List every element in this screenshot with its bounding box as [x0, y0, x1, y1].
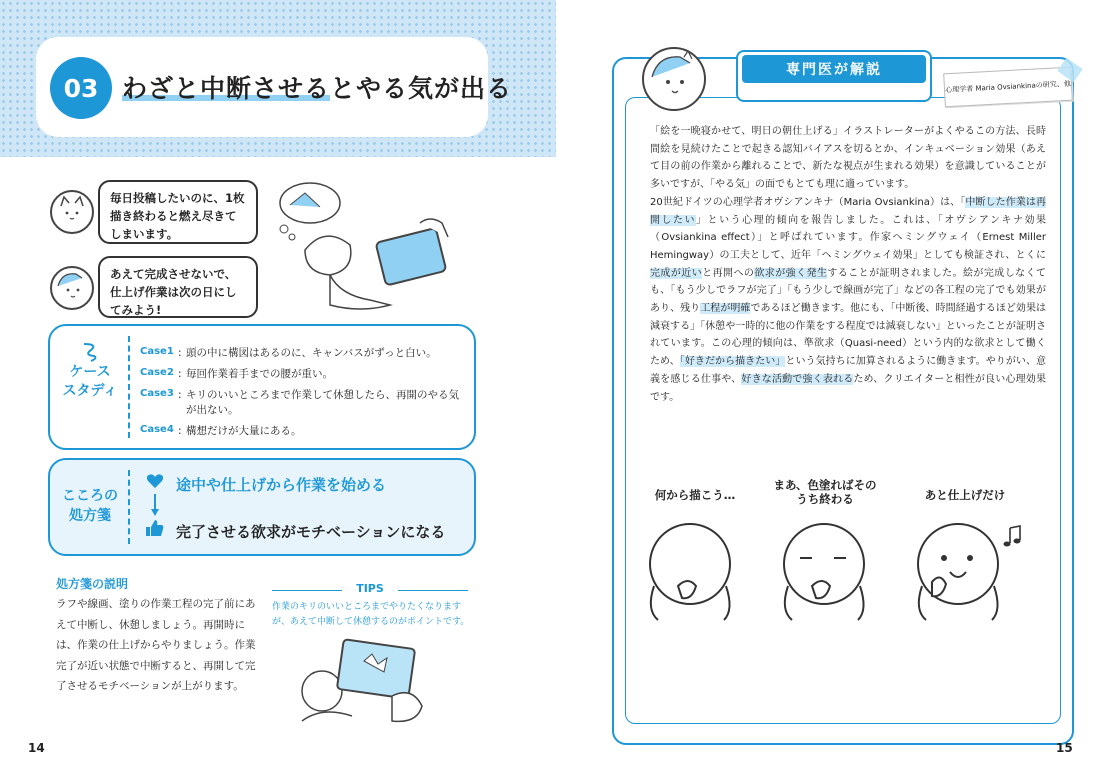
- heart-icon: [146, 473, 164, 489]
- commentary-paragraph-2: 20世紀ドイツの心理学者オヴシアンキナ（Maria Ovsiankina）は、「中断した作業は再開したい」という心理的傾向を報告しました。これは、「オヴシアンキナ効果（Ovsiankina effect）」と呼ばれています。作家ヘミングウェイ（Ernest Miller Hemingway）の工夫として、近年「ヘミングウェイ効果」としても検証され、とくに完成が近いと再開への欲求が強く発生することが証明されました。絵が完成しなくても、「もう少しでラフが完了」「もう少しで線画が完了」などの各工程の完了でも効果があり、残り工程が明確であるほど働きます。他にも、「中断後、時間経過するほど効果は減衰する」「休憩や一時的に他の作業をする程度では減衰しない」といったことが証明されています。この心理的傾向は、準欲求（Quasi-need）という内的な欲求として働くため、「好きだから描きたい」という気持ちに加算されるように働きます。やりがい、意義を感じる仕事や、好きな活動で強く表れるため、クリエイターと相性が良い心理効果です。: [650, 196, 1047, 403]
- case-item: Case2 : 毎回作業着手までの腰が重い。: [140, 367, 333, 380]
- case-text: 構想だけが大量にある。: [186, 425, 302, 437]
- expert-banner: 専門医が解説: [742, 55, 926, 83]
- case-item: Case1 : 頭の中に構図はあるのに、キャンバスがずっと白い。: [140, 346, 437, 359]
- title-part-rest: とやる気が出る: [330, 74, 513, 103]
- page-number-left: 14: [28, 741, 45, 755]
- case-heading-line1: ケース: [69, 364, 111, 380]
- speech-bubble-advice: あえて完成させないで、仕上げ作業は次の日にしてみよう!: [98, 256, 258, 318]
- tips-body: 作業のキリのいいところまでやりたくなりますが、あえて中断して休憩するのがポイントです。: [272, 602, 470, 627]
- cat-avatar: [50, 190, 94, 234]
- tips-label: TIPS: [356, 582, 384, 595]
- case-id: Case4: [140, 424, 174, 435]
- case-text: キリのいいところまで作業して休憩したら、再開のやる気が出ない。: [186, 389, 459, 416]
- case-study-heading: [58, 363, 122, 401]
- case-divider: [128, 336, 130, 438]
- thumbs-up-icon: [145, 518, 165, 538]
- reference-tag: 心理学者 Maria Ovsiankinaの研究、他: [943, 67, 1073, 108]
- explanation-heading: 処方箋の説明: [56, 577, 129, 591]
- prescription-heading: [56, 486, 124, 526]
- speech-bubble-question: 毎日投稿したいのに、1枚描き終わると燃え尽きてしまいます。: [98, 180, 258, 244]
- rx-heading-line2: 処方箋: [69, 508, 111, 524]
- page-number-right: 15: [1056, 741, 1073, 755]
- case-id: Case1: [140, 346, 174, 357]
- title-part-emphasis: わざと中断させる: [122, 74, 331, 103]
- expert-avatar: [50, 266, 94, 310]
- swirl-icon: [80, 340, 102, 362]
- expert-face-icon: [52, 268, 92, 308]
- highlight: 完成が近い: [650, 267, 703, 279]
- page-title: [122, 69, 512, 105]
- case-list: [140, 346, 462, 439]
- highlight: 「好きだから描きたい」: [679, 356, 786, 368]
- prescription-line-2: 完了させる欲求がモチベーションになる: [176, 523, 446, 541]
- highlight: 中断した作業は再開したい: [650, 196, 1047, 226]
- chapter-number-badge: 03: [50, 57, 112, 119]
- case-id: Case3: [140, 388, 174, 399]
- commentary-body: [650, 123, 1046, 406]
- expert-avatar-large: [642, 47, 706, 111]
- face-label-3: あと仕上げだけ: [924, 488, 1006, 502]
- case-text: 頭の中に構図はあるのに、キャンバスがずっと白い。: [186, 347, 437, 359]
- prescription-line-1: 途中や仕上げから作業を始める: [176, 476, 387, 494]
- arrow-down-icon: [150, 494, 160, 518]
- cat-face-icon: [52, 192, 92, 232]
- explanation-body: ラフや線画、塗りの作業工程の完了前にあえて中断し、休憩しましょう。再開時には、作業の仕上げからやりましょう。作業完了が近い状態で中断すると、再開して完了させるモチベーションが上がります。: [56, 598, 256, 692]
- case-text: 毎回作業着手までの腰が重い。: [186, 368, 333, 380]
- commentary-paragraph-1: 「絵を一晩寝かせて、明日の朝仕上げる」イラストレーターがよくやるこの方法、長時間絵を見続けたことで起きる認知バイアスを切るとか、インキュベーション効果（あえて目の前の作業から離れることで、新たな視点が生まれる効果）を意識していることが多いですが、「やる気」の面でもとても理に適っています。: [650, 126, 1046, 191]
- case-item: Case3 : キリのいいところまで作業して休憩したら、再開のやる気が出ない。: [140, 388, 462, 418]
- highlight: 好きな活動で強く表れる: [741, 373, 854, 385]
- face-label-1: 何から描こう…: [654, 488, 736, 502]
- relaxed-face-figure: [772, 514, 882, 624]
- highlight: 欲求が強く発生: [754, 267, 828, 279]
- music-note-icon: [1000, 524, 1026, 550]
- rx-heading-line1: こころの: [62, 488, 118, 504]
- face-label-2: まあ、色塗ればそのうち終わる: [773, 478, 877, 506]
- expert-face-icon: [644, 49, 704, 109]
- case-id: Case2: [140, 367, 174, 378]
- drawing-on-tablet-illustration: [292, 636, 442, 726]
- prescription-divider: [128, 470, 130, 544]
- resting-illustrator-illustration: [270, 175, 470, 320]
- thinking-face-figure: [638, 514, 748, 624]
- case-heading-line2: スタディ: [62, 383, 118, 399]
- case-item: Case4 : 構想だけが大量にある。: [140, 424, 302, 437]
- highlight: 工程が明確: [700, 303, 751, 315]
